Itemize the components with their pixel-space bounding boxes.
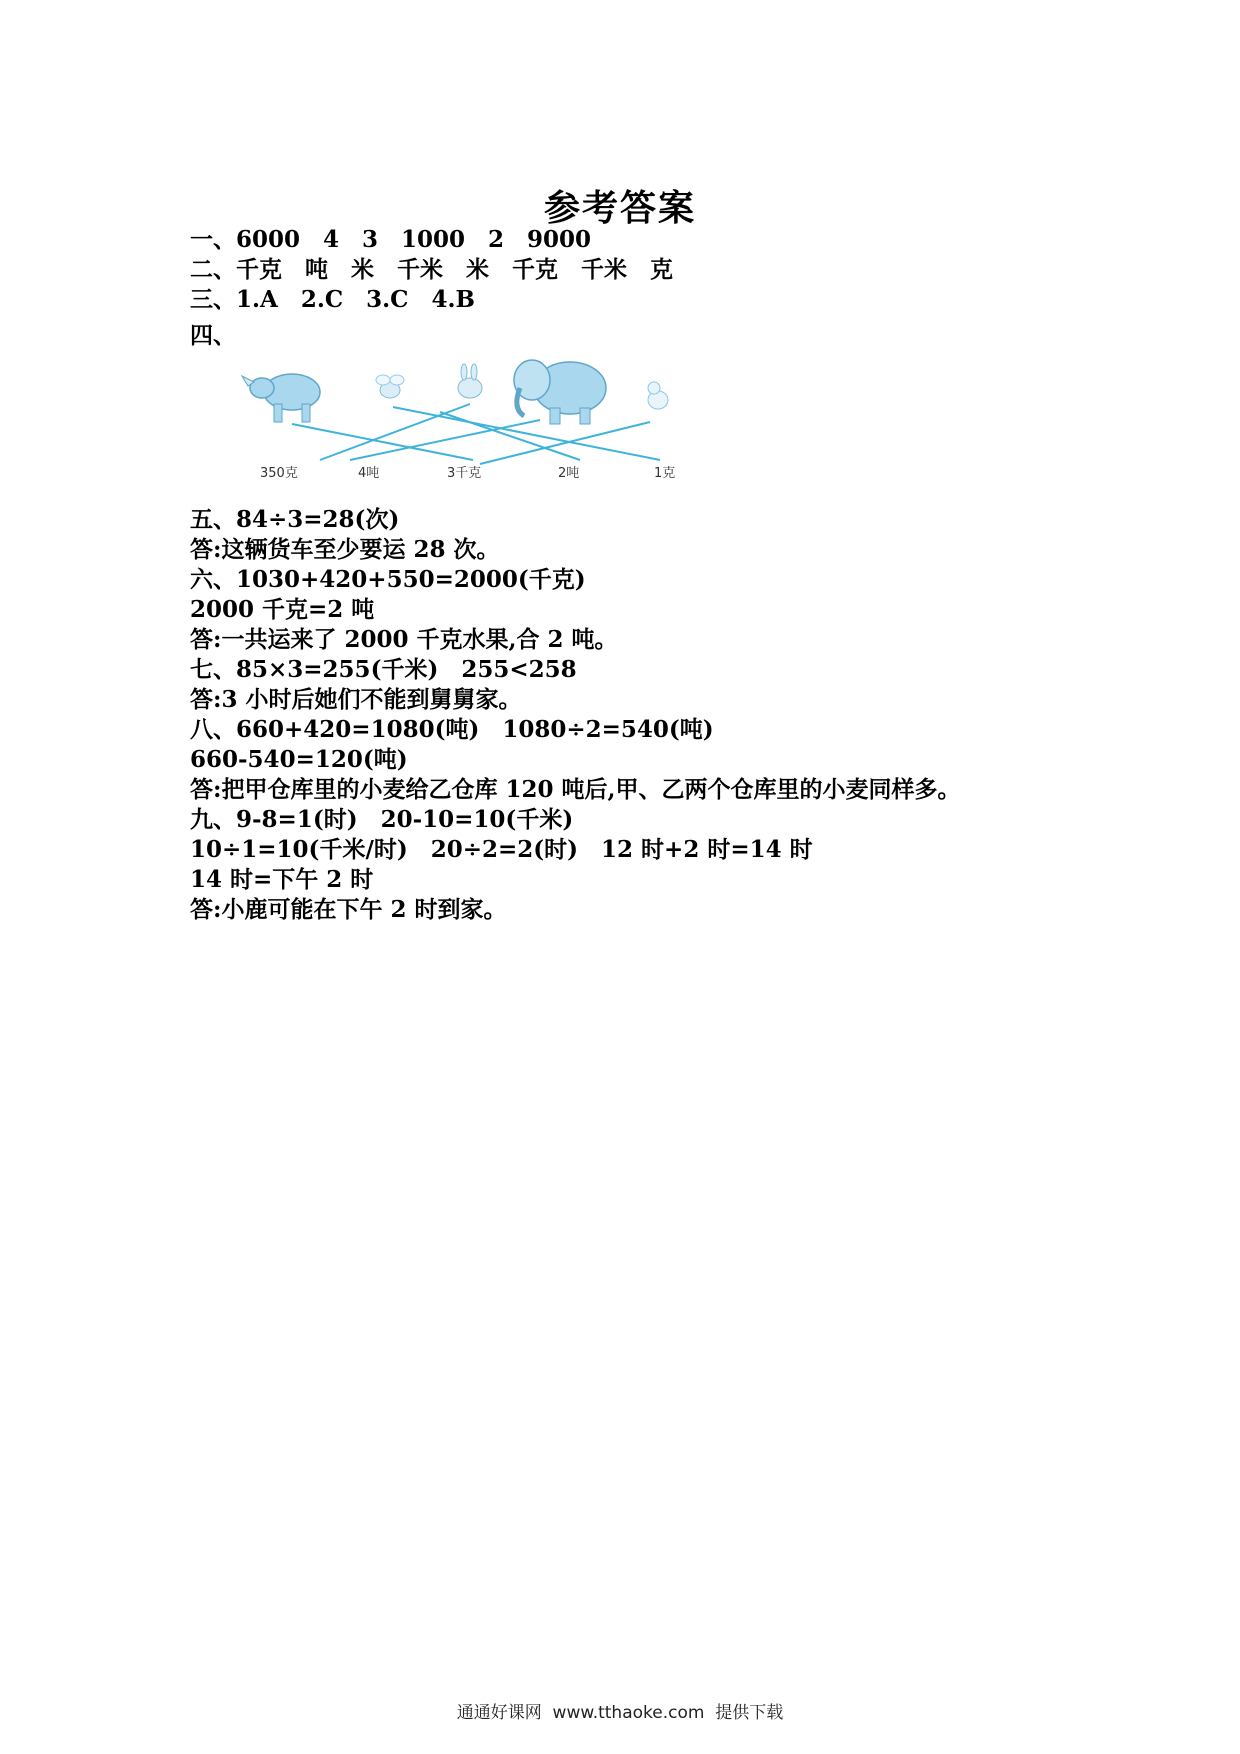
weight-label-1g: 1克: [654, 466, 676, 481]
answer-8: 八、660+420=1080(吨) 1080÷2=540(吨): [190, 716, 714, 743]
answer-3: 三、1.A 2.C 3.C 4.B: [190, 286, 475, 313]
bee-icon: [376, 375, 404, 398]
answer-9-step-1: 10÷1=10(千米/时) 20÷2=2(时) 12 时+2 时=14 时: [190, 836, 813, 863]
weight-label-3kg: 3千克: [447, 466, 482, 481]
match-line-rabbit: [320, 404, 470, 460]
match-line-chick: [480, 422, 650, 464]
rhinoceros-icon: [242, 374, 320, 422]
answer-4-heading: 四、: [190, 322, 236, 349]
footer-credit: 通通好课网 www.tthaoke.com 提供下载: [456, 1703, 784, 1723]
answer-8-reply: 答:把甲仓库里的小麦给乙仓库 120 吨后,甲、乙两个仓库里的小麦同样多。: [190, 776, 961, 803]
answer-6-step: 2000 千克=2 吨: [190, 596, 375, 623]
chick-icon: [648, 382, 668, 409]
answer-5-reply: 答:这辆货车至少要运 28 次。: [190, 536, 500, 563]
answer-6: 六、1030+420+550=2000(千克): [190, 566, 586, 593]
answer-9: 九、9-8=1(时) 20-10=10(千米): [190, 806, 574, 833]
answer-5: 五、84÷3=28(次): [190, 506, 400, 533]
weight-label-350g: 350克: [260, 466, 298, 481]
matching-diagram: [240, 352, 690, 482]
match-line-rhino: [292, 424, 473, 460]
answer-9-reply: 答:小鹿可能在下午 2 时到家。: [190, 896, 507, 923]
page-title: 参考答案: [543, 187, 696, 229]
answer-1: 一、6000 4 3 1000 2 9000: [190, 226, 592, 253]
weight-label-4t: 4吨: [358, 466, 380, 481]
weight-label-2t: 2吨: [558, 466, 580, 481]
answer-7-reply: 答:3 小时后她们不能到舅舅家。: [190, 686, 522, 713]
rabbit-icon: [458, 364, 482, 398]
answer-6-reply: 答:一共运来了 2000 千克水果,合 2 吨。: [190, 626, 618, 653]
elephant-icon: [514, 360, 606, 424]
matching-figure: [240, 352, 690, 482]
answer-2: 二、千克 吨 米 千米 米 千克 千米 克: [190, 256, 673, 283]
answer-9-step-2: 14 时=下午 2 时: [190, 866, 374, 893]
answer-8-step: 660-540=120(吨): [190, 746, 408, 773]
answer-7: 七、85×3=255(千米) 255<258: [190, 656, 577, 683]
